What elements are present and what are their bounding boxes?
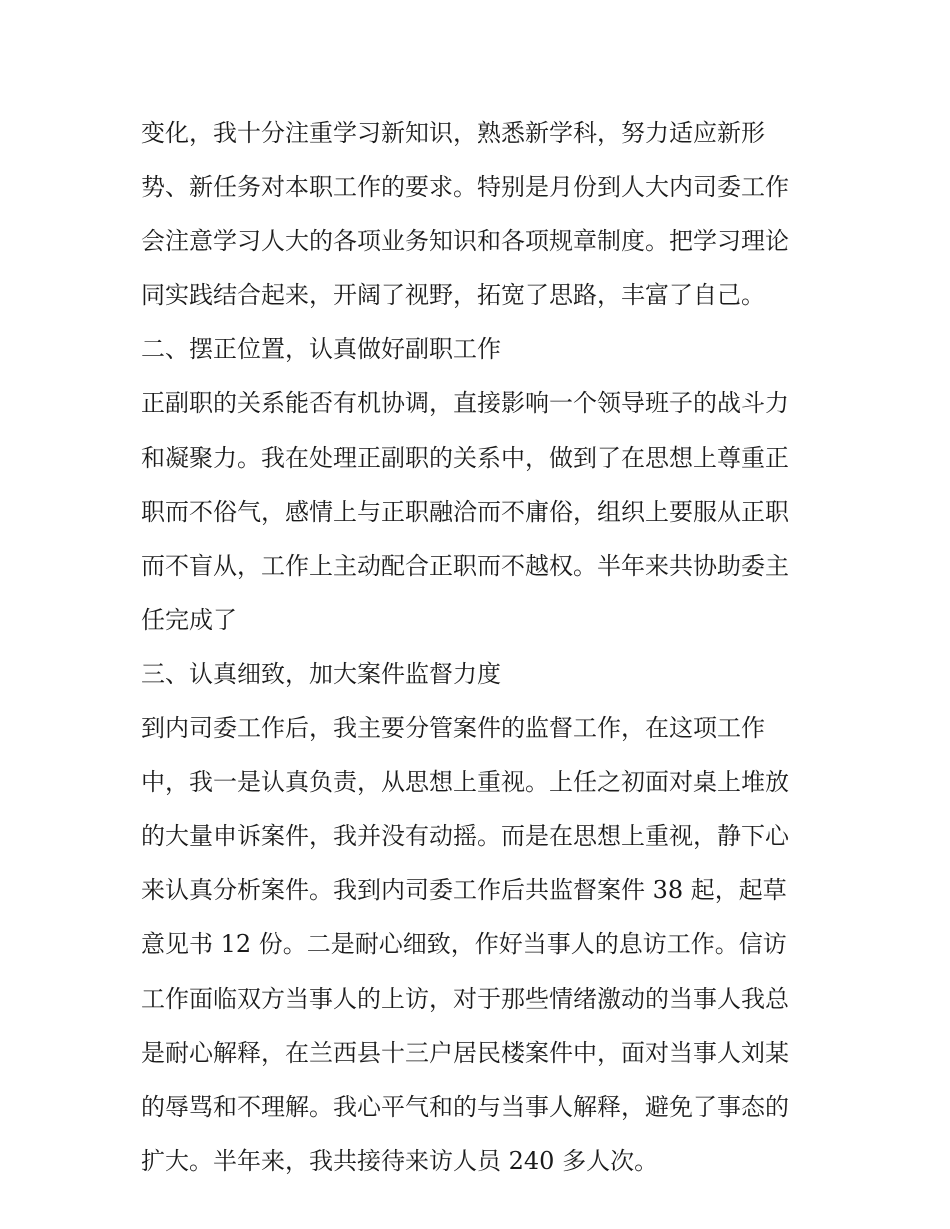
text-line: 会注意学习人大的各项业务知识和各项规章制度。把学习理论: [141, 227, 789, 256]
text-line: 而不盲从，工作上主动配合正职而不越权。半年来共协助委主: [141, 551, 789, 580]
text-line: 是耐心解释，在兰西县十三户居民楼案件中，面对当事人刘某: [141, 1038, 789, 1067]
text-line: 到内司委工作后，我主要分管案件的监督工作，在这项工作: [141, 714, 765, 743]
text-line: 职而不俗气，感情上与正职融洽而不庸俗，组织上要服从正职: [141, 497, 789, 526]
text-line: 来认真分析案件。我到内司委工作后共监督案件 38 起，起草: [141, 876, 787, 905]
text-line: 的大量申诉案件，我并没有动摇。而是在思想上重视，静下心: [141, 822, 789, 851]
text-line: 正副职的关系能否有机协调，直接影响一个领导班子的战斗力: [141, 389, 789, 418]
text-line: 变化，我十分注重学习新知识，熟悉新学科，努力适应新形: [141, 119, 765, 147]
text-line: 势、新任务对本职工作的要求。特别是月份到人大内司委工作: [141, 173, 789, 202]
text-line: 意见书 12 份。二是耐心细致，作好当事人的息访工作。信访: [141, 930, 787, 959]
text-line: 的辱骂和不理解。我心平气和的与当事人解释，避免了事态的: [141, 1092, 789, 1121]
text-line: 中，我一是认真负责，从思想上重视。上任之初面对桌上堆放: [141, 768, 789, 797]
section-heading: 三、认真细致，加大案件监督力度: [141, 659, 501, 688]
text-line: 同实践结合起来，开阔了视野，拓宽了思路，丰富了自己。: [141, 281, 765, 310]
text-line: 和凝聚力。我在处理正副职的关系中，做到了在思想上尊重正: [141, 443, 789, 472]
body-text: [141, 106, 821, 1188]
text-line: 任完成了: [141, 605, 237, 634]
text-line: 扩大。半年来，我共接待来访人员 240 多人次。: [141, 1146, 659, 1175]
section-heading: 二、摆正位置，认真做好副职工作: [141, 335, 501, 364]
text-line: 工作面临双方当事人的上访，对于那些情绪激动的当事人我总: [141, 984, 789, 1013]
